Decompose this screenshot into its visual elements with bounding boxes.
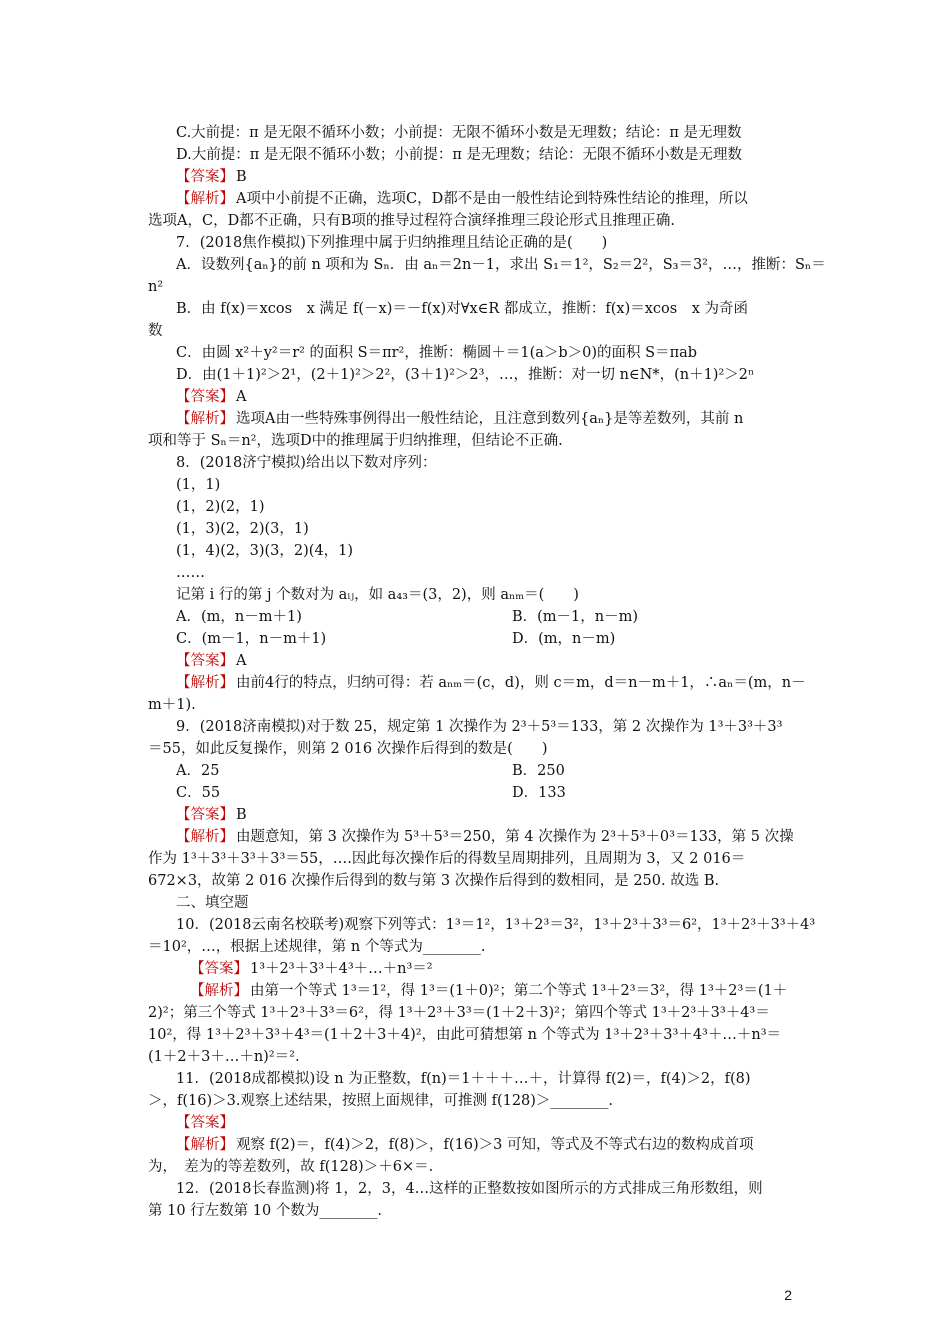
q8-sequence-row: (1，4)(2，3)(3，2)(4，1) [176, 543, 354, 559]
q7-option-c: C．由圆 x²＋y²＝r² 的面积 S＝πr²，推断：椭圆＋＝1(a＞b＞0)的面积 S＝πab [176, 345, 698, 361]
q7-option-a-cont: n² [148, 279, 164, 295]
q11-stem-cont: ＞，f(16)＞3.观察上述结果，按照上面规律，可推测 f(128)＞________. [148, 1093, 614, 1109]
q8-option-a: A．(m，n－m＋1) [176, 609, 302, 625]
q9-stem: 9．(2018济南模拟)对于数 25，规定第 1 次操作为 2³＋5³＝133，第 2 次操作为 1³＋3³＋3³ [176, 719, 783, 735]
q10-analysis-line: 由第一个等式 1³＝1²，得 1³＝(1＋0)²；第二个等式 1³＋2³＝3²，得 1³＋2³＝(1＋ [250, 983, 788, 999]
q9-answer: B [236, 807, 247, 823]
q10-analysis-line: 2)²；第三个等式 1³＋2³＋3³＝6²，得 1³＋2³＋3³＝(1＋2＋3)²；第四个等式 1³＋2³＋3³＋4³＝ [148, 1005, 770, 1021]
q12-stem: 12．(2018长春监测)将 1，2，3，4…这样的正整数按如图所示的方式排成三角形数组，则 [176, 1181, 763, 1197]
q8-stem: 8．(2018济宁模拟)给出以下数对序列： [176, 455, 437, 471]
q10-analysis-line: 10²，得 1³＋2³＋3³＋4³＝(1＋2＋3＋4)²，由此可猜想第 n 个等式为 1³＋2³＋3³＋4³＋…＋n³＝ [148, 1027, 782, 1043]
q10-stem-cont: ＝10²，…，根据上述规律，第 n 个等式为________. [148, 939, 486, 955]
q11-answer-tag: 【答案】 [176, 1115, 234, 1131]
q9-option-d: D．133 [512, 785, 566, 801]
q7-analysis-line: 选项A由一些特殊事例得出一般性结论，且注意到数列{aₙ}是等差数列，其前 n [236, 411, 744, 427]
q7-option-b: B．由 f(x)＝xcos x 满足 f(－x)＝－f(x)对∀x∈R 都成立，推断：f(x)＝xcos x 为奇函 [176, 301, 749, 317]
q9-option-b: B．250 [512, 763, 565, 779]
q7-option-d: D．由(1＋1)²＞2¹，(2＋1)²＞2²，(3＋1)²＞2³，…，推断：对一切 n∈N*，(n＋1)²＞2ⁿ [176, 367, 755, 383]
q7-option-b-cont: 数 [148, 323, 163, 339]
q8-sequence-row: (1，2)(2，1) [176, 499, 265, 515]
q8-ellipsis: …… [176, 565, 205, 581]
q8-sequence-row: (1，3)(2，2)(3，1) [176, 521, 309, 537]
q10-answer-tag: 【答案】 [190, 961, 248, 977]
q9-option-a: A．25 [176, 763, 220, 779]
q8-option-c: C．(m－1，n－m＋1) [176, 631, 327, 647]
q8-option-b: B．(m－1，n－m) [512, 609, 639, 625]
q6-answer: B [236, 169, 247, 185]
q6-option-d: D.大前提：π 是无限不循环小数；小前提：π 是无理数；结论：无限不循环小数是无理数 [176, 147, 742, 163]
q8-analysis-tag: 【解析】 [176, 675, 234, 691]
q7-analysis-tag: 【解析】 [176, 411, 234, 427]
q7-stem: 7．(2018焦作模拟)下列推理中属于归纳推理且结论正确的是( ) [176, 235, 608, 251]
q8-answer: A [236, 653, 247, 669]
q8-question: 记第 i 行的第 j 个数对为 aᵢⱼ，如 a₄₃＝(3，2)，则 aₙₘ＝( ) [176, 587, 579, 603]
q9-answer-tag: 【答案】 [176, 807, 234, 823]
section-heading: 二、填空题 [176, 895, 249, 911]
q9-analysis-line: 由题意知，第 3 次操作为 5³＋5³＝250，第 4 次操作为 2³＋5³＋0³＝133，第 5 次操 [236, 829, 794, 845]
q6-analysis-line: 选项A，C，D都不正确，只有B项的推导过程符合演绎推理三段论形式且推理正确. [148, 213, 675, 229]
q8-analysis-line: m＋1). [148, 697, 196, 713]
q12-stem-cont: 第 10 行左数第 10 个数为________. [148, 1203, 382, 1219]
q6-answer-tag: 【答案】 [176, 169, 234, 185]
q6-analysis-tag: 【解析】 [176, 191, 234, 207]
q8-sequence-row: (1，1) [176, 477, 221, 493]
q9-stem-cont: ＝55，如此反复操作，则第 2 016 次操作后得到的数是( ) [148, 741, 548, 757]
q11-analysis-line: 为， 差为的等差数列，故 f(128)＞＋6×＝. [148, 1159, 434, 1175]
q6-analysis-line: A项中小前提不正确，选项C，D都不是由一般性结论到特殊性结论的推理，所以 [236, 191, 748, 207]
q11-stem: 11．(2018成都模拟)设 n 为正整数，f(n)＝1＋＋＋…＋，计算得 f(2)＝，f(4)＞2，f(8) [176, 1071, 751, 1087]
q8-option-d: D．(m，n－m) [512, 631, 616, 647]
page-number: 2 [784, 1287, 792, 1303]
q6-option-c: C.大前提：π 是无限不循环小数；小前提：无限不循环小数是无理数；结论：π 是无理数 [176, 125, 742, 141]
q9-analysis-tag: 【解析】 [176, 829, 234, 845]
q8-analysis-line: 由前4行的特点，归纳可得：若 aₙₘ＝(c，d)，则 c＝m，d＝n－m＋1，∴aₙ＝(m，n－ [236, 675, 806, 691]
q10-analysis-tag: 【解析】 [190, 983, 248, 999]
q9-option-c: C．55 [176, 785, 221, 801]
q11-analysis-line: 观察 f(2)＝，f(4)＞2，f(8)＞，f(16)＞3 可知，等式及不等式右边的数构成首项 [236, 1137, 754, 1153]
q9-analysis-line: 作为 1³＋3³＋3³＋3³＝55，….因此每次操作后的得数呈周期排列，且周期为 3，又 2 016＝ [148, 851, 746, 867]
q10-answer: 1³＋2³＋3³＋4³＋…＋n³＝² [250, 961, 433, 977]
q7-answer: A [236, 389, 247, 405]
q7-analysis-line: 项和等于 Sₙ＝n²，选项D中的推理属于归纳推理，但结论不正确. [148, 433, 563, 449]
q7-option-a: A．设数列{aₙ}的前 n 项和为 Sₙ．由 aₙ＝2n－1，求出 S₁＝1²，S₂＝2²，S₃＝3²，…，推断：Sₙ＝ [176, 257, 826, 273]
q7-answer-tag: 【答案】 [176, 389, 234, 405]
q11-analysis-tag: 【解析】 [176, 1137, 234, 1153]
q8-answer-tag: 【答案】 [176, 653, 234, 669]
q10-stem: 10．(2018云南名校联考)观察下列等式：1³＝1²，1³＋2³＝3²，1³＋2³＋3³＝6²，1³＋2³＋3³＋4³ [176, 917, 816, 933]
q9-analysis-line: 672×3，故第 2 016 次操作后得到的数与第 3 次操作后得到的数相同，是 250. 故选 B. [148, 873, 720, 889]
q10-analysis-line: (1＋2＋3＋…＋n)²＝². [148, 1049, 300, 1065]
